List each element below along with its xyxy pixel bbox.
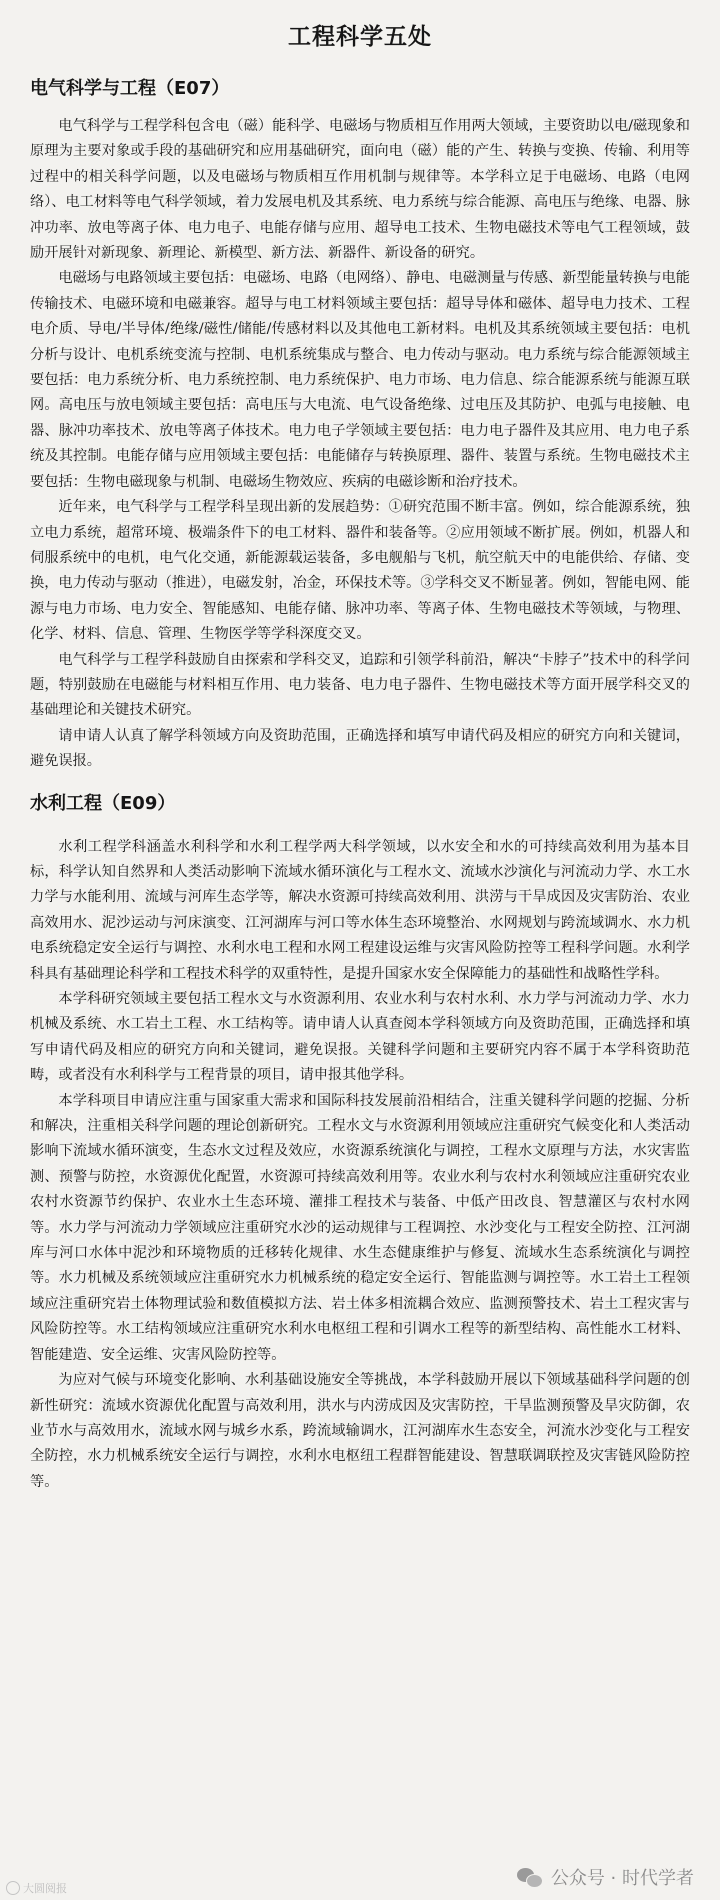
watermark-right bbox=[517, 1864, 694, 1890]
wechat-icon bbox=[517, 1866, 543, 1888]
section-heading: 水利工程（E09） bbox=[30, 792, 176, 814]
watermark-bar bbox=[0, 1860, 720, 1900]
paragraph: 为应对气候与环境变化影响、水利基础设施安全等挑战，本学科鼓励开展以下领域基础科学问题的创新性研究：流域水资源优化配置与高效利用，洪水与内涝成因及灾害防控，干旱监测预警及旱灾防御，农业节水与高效用水，流域水网与城乡水系，跨流域输调水，江河湖库水生态安全，河流水沙变化与工程安全防控，水力机械系统安全运行与调控，水利水电枢纽工程群智能建设、智慧联调联控及灾害链风险防控等。 bbox=[30, 1372, 690, 1490]
stamp-icon bbox=[6, 1881, 20, 1895]
page-title: 工程科学五处 bbox=[288, 24, 432, 50]
section-electrical-engineering bbox=[30, 76, 690, 775]
paragraph: 电气科学与工程学科鼓励自由探索和学科交叉，追踪和引领学科前沿，解决“卡脖子”技术中的科学问题，特别鼓励在电磁能与材料相互作用、电力装备、电力电子器件、生物电磁技术等方面开展学科交叉的基础理论和关键技术研究。 bbox=[30, 651, 690, 719]
paragraph: 本学科研究领域主要包括工程水文与水资源利用、农业水利与农村水利、水力学与河流动力学、水力机械及系统、水工岩土工程、水工结构等。请申请人认真查阅本学科领域方向及资助范围，正确选择和填写申请代码及相应的研究方向和关键词，避免误报。关键科学问题和主要研究内容不属于本学科资助范畴，或者没有水利科学与工程背景的项目，请申报其他学科。 bbox=[30, 991, 690, 1084]
section-heading: 电气科学与工程（E07） bbox=[30, 78, 230, 99]
watermark-left bbox=[6, 1880, 67, 1896]
paragraph: 电磁场与电路领域主要包括：电磁场、电路（电网络）、静电、电磁测量与传感、新型能量转换与电能传输技术、电磁环境和电磁兼容。超导与电工材料领域主要包括：超导导体和磁体、超导电力技术、工程电介质、导电/半导体/绝缘/磁性/储能/传感材料以及其他电工新材料。电机及其系统领域主要包括：电机分析与设计、电机系统变流与控制、电机系统集成与整合、电力传动与驱动。电力系统与综合能源领域主要包括：电力系统分析、电力系统控制、电力系统保护、电力市场、电力信息、综合能源系统与能源互联网。高电压与放电领域主要包括：高电压与大电流、电气设备绝缘、过电压及其防护、电弧与电接触、电器、脉冲功率技术、放电等离子体技术。电力电子学领域主要包括：电力电子器件及其应用、电力电子系统及其控制。电能存储与应用领域主要包括：电能储存与转换原理、器件、装置与系统。生物电磁技术主要包括：生物电磁现象与机制、电磁场生物效应、疾病的电磁诊断和治疗技术。 bbox=[30, 270, 690, 490]
paragraph: 请申请人认真了解学科领域方向及资助范围，正确选择和填写申请代码及相应的研究方向和关键词，避免误报。 bbox=[30, 727, 690, 770]
watermark-right-text: 公众号 · 时代学者 bbox=[550, 1868, 694, 1889]
paragraph: 本学科项目申请应注重与国家重大需求和国际科技发展前沿相结合，注重关键科学问题的挖掘、分析和解决，注重相关科学问题的理论创新研究。工程水文与水资源利用领域应注重研究气候变化和人类活动影响下流域水循环演变，生态水文过程及效应，水资源系统演化与调控，工程水文原理与方法，水灾害监测、预警与防控，水资源优化配置，水资源可持续高效利用等。农业水利与农村水利领域应注重研究农业农村水资源节约保护、农业水土生态环境、灌排工程技术与装备、中低产田改良、智慧灌区与农村水网等。水力学与河流动力学领域应注重研究水沙的运动规律与工程调控、水沙变化与工程安全防控、江河湖库与河口水体中泥沙和环境物质的迁移转化规律、水生态健康维护与修复、流域水生态系统演化与调控等。水力机械及系统领域应注重研究水力机械系统的稳定安全运行、智能监测与调控等。水工岩土工程领域应注重研究岩土体物理试验和数值模拟方法、岩土体多相流耦合效应、监测预警技术、岩土工程灾害与风险防控等。水工结构领域应注重研究水利水电枢纽工程和引调水工程等的新型结构、高性能水工材料、智能建造、安全运维、灾害风险防控等。 bbox=[30, 1092, 690, 1363]
paragraph: 近年来，电气科学与工程学科呈现出新的发展趋势：①研究范围不断丰富。例如，综合能源系统，独立电力系统，超常环境、极端条件下的电工材料、器件和装备等。②应用领域不断扩展。例如，机器人和伺服系统中的电机，电气化交通，新能源载运装备，多电舰船与飞机，航空航天中的电能供给、存储、变换，电力传动与驱动（推进），电磁发射，冶金，环保技术等。③学科交叉不断显著。例如，智能电网、能源与电力市场、电力安全、智能感知、电能存储、脉冲功率、等离子体、生物电磁技术等领域，与物理、化学、材料、信息、管理、生物医学等学科深度交叉。 bbox=[30, 499, 690, 643]
section-hydraulic-engineering bbox=[30, 791, 690, 1496]
watermark-left-text: 大圆阅报 bbox=[23, 1882, 67, 1895]
paragraph: 水利工程学科涵盖水利科学和水利工程学两大科学领域，以水安全和水的可持续高效利用为基本目标，科学认知自然界和人类活动影响下流域水循环演化与工程水文、流域水沙演化与河流动力学、水工水力学与水能利用、流域与河库生态学等，解决水资源可持续高效利用、洪涝与干旱成因及灾害防治、农业高效用水、泥沙运动与河床演变、江河湖库与河口等水体生态环境整治、水网规划与跨流域调水、水力机电系统稳定安全运行与调控、水利水电工程和水网工程建设运维与灾害风险防控等工程科学问题。水利学科具有基础理论科学和工程技术科学的双重特性，是提升国家水安全保障能力的基础性和战略性学科。 bbox=[30, 838, 690, 982]
paragraph: 电气科学与工程学科包含电（磁）能科学、电磁场与物质相互作用两大领域，主要资助以电/磁现象和原理为主要对象或手段的基础研究和应用基础研究，面向电（磁）能的产生、转换与变换、传输、利用等过程中的相关科学问题，以及电磁场与物质相互作用机制与规律等。本学科立足于电磁场、电路（电网络）、电工材料等电气科学领域，着力发展电机及其系统、电力系统与综合能源、高电压与绝缘、电器、脉冲功率、放电等离子体、电力电子、电能存储与应用、超导电工技术、生物电磁技术等电气工程领域，鼓励开展针对新现象、新理论、新模型、新方法、新器件、新设备的研究。 bbox=[30, 118, 690, 262]
